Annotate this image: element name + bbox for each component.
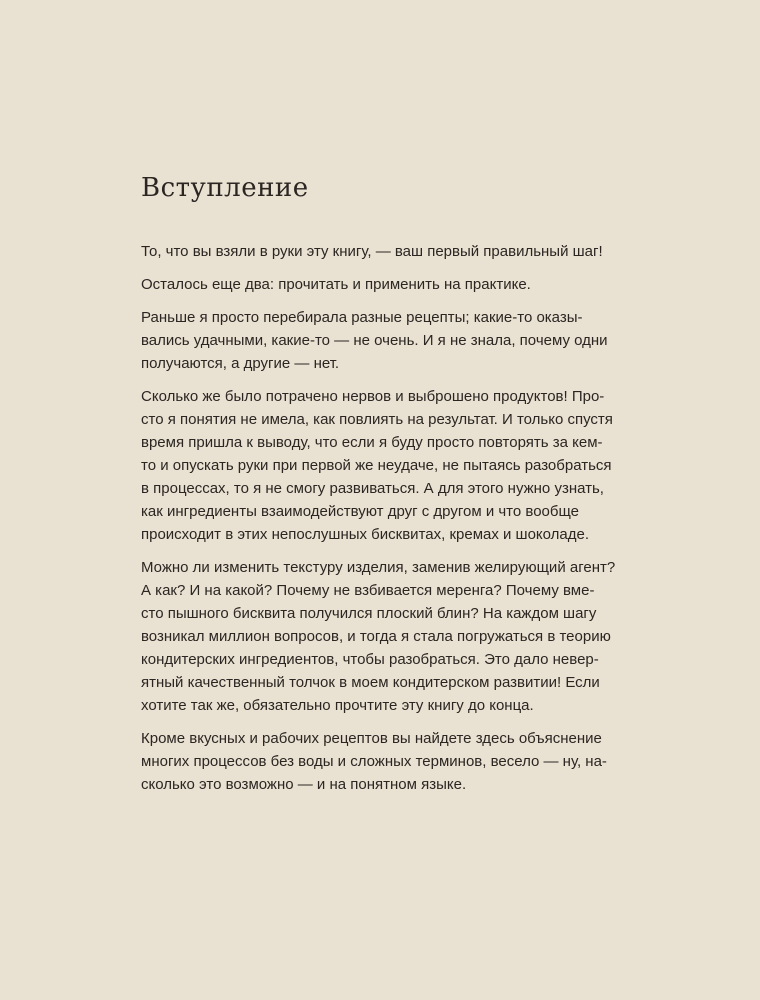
text-line: как ингредиенты взаимодействуют друг с другом и что вообще (141, 503, 579, 520)
text-line: вались удачными, какие-то — не очень. И я не знала, почему одни (141, 332, 608, 349)
text-line: кондитерских ингредиентов, чтобы разобраться. Это дало невер- (141, 651, 599, 668)
page-title: Вступление (141, 173, 309, 203)
text-line: возникал миллион вопросов, и тогда я стала погружаться в теорию (141, 628, 611, 645)
text-line: то и опускать руки при первой же неудаче, не пытаясь разобраться (141, 457, 612, 474)
text-line: сколько это возможно — и на понятном языке. (141, 776, 467, 793)
text-line: многих процессов без воды и сложных терминов, весело — ну, на- (141, 753, 607, 770)
paragraph-4 (141, 385, 621, 546)
text-line: сто я понятия не имела, как повлиять на результат. И только спустя (141, 411, 613, 428)
paragraph-1 (141, 240, 621, 263)
text-line: сто пышного бисквита получился плоский блин? На каждом шагу (141, 605, 597, 622)
text-line: Сколько же было потрачено нервов и выброшено продуктов! Про- (141, 388, 605, 405)
paragraph-3 (141, 306, 621, 375)
text-line: ятный качественный толчок в моем кондитерском развитии! Если (141, 674, 600, 691)
text-line: происходит в этих непослушных бисквитах, кремах и шоколаде. (141, 526, 590, 543)
text-line: Можно ли изменить текстуру изделия, заменив желирующий агент? (141, 559, 616, 576)
paragraph-2 (141, 273, 621, 296)
text-line: время пришла к выводу, что если я буду просто повторять за кем- (141, 434, 603, 451)
text-line: А как? И на какой? Почему не взбивается меренга? Почему вме- (141, 582, 595, 599)
text-line: Кроме вкусных и рабочих рецептов вы найдете здесь объяснение (141, 730, 602, 747)
page-content (141, 170, 621, 806)
text-line: в процессах, то я не смогу развиваться. А для этого нужно узнать, (141, 480, 604, 497)
paragraph-5 (141, 556, 621, 717)
text-line: Осталось еще два: прочитать и применить на практике. (141, 276, 531, 293)
text-line: Раньше я просто перебирала разные рецепты; какие-то оказы- (141, 309, 583, 326)
text-line: получаются, а другие — нет. (141, 355, 340, 372)
paragraph-6 (141, 727, 621, 796)
text-line: То, что вы взяли в руки эту книгу, — ваш первый правильный шаг! (141, 243, 603, 260)
text-line: хотите так же, обязательно прочтите эту книгу до конца. (141, 697, 534, 714)
